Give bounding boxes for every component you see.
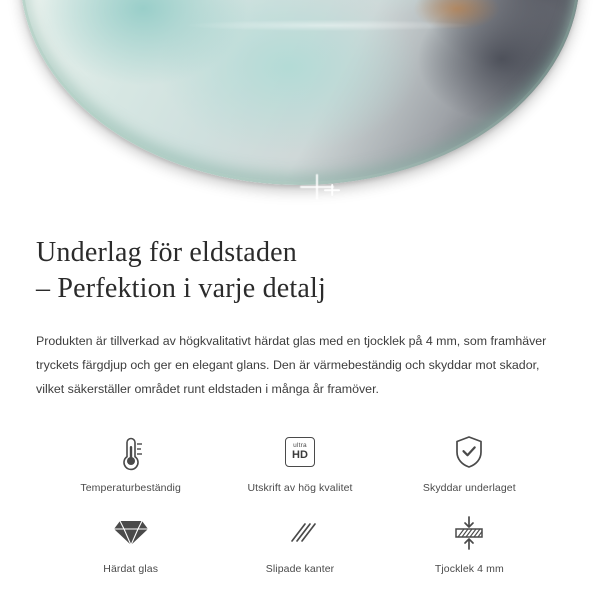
feature-grid xyxy=(36,431,564,575)
ultra-hd-badge-top: ultra xyxy=(293,441,307,449)
ultra-hd-badge-bottom: HD xyxy=(292,449,308,462)
feature-label: Tjocklek 4 mm xyxy=(434,563,504,576)
feature-label: Härdat glas xyxy=(103,563,159,576)
feature-temperature-resistant xyxy=(46,431,215,494)
feature-polished-edges xyxy=(215,512,384,575)
thickness-icon xyxy=(449,512,489,554)
polished-edges-icon xyxy=(283,512,317,554)
feature-label: Slipade kanter xyxy=(265,563,335,576)
hero-image xyxy=(0,0,600,205)
feature-label: Skyddar underlaget xyxy=(422,482,516,495)
ultra-hd-icon xyxy=(285,431,315,473)
diamond-icon xyxy=(113,512,149,554)
feature-label: Temperaturbeständig xyxy=(80,482,181,495)
headline-line-2: – Perfektion i varje detalj xyxy=(36,272,326,304)
feature-tempered-glass xyxy=(46,512,215,575)
body-text: Produkten är tillverkad av högkvalitativt härdat glas med en tjocklek på 4 mm, som framhäver tryckets färgdjup och ger en elegant glans. Den är värmebeständig och skyddar mot skador, vilket säkerställer området runt eldstaden i många år framöver. xyxy=(36,333,547,397)
feature-label: Utskrift av hög kvalitet xyxy=(247,482,353,495)
feature-protects-surface xyxy=(385,431,554,494)
thermometer-icon xyxy=(114,431,148,473)
shield-check-icon xyxy=(452,431,486,473)
feature-thickness xyxy=(385,512,554,575)
headline-line-1: Underlag för eldstaden xyxy=(36,237,297,268)
glass-board-image xyxy=(20,0,580,185)
page-title xyxy=(36,235,564,307)
feature-high-quality-print xyxy=(215,431,384,494)
marble-pattern xyxy=(20,0,580,185)
content-section xyxy=(0,205,600,575)
